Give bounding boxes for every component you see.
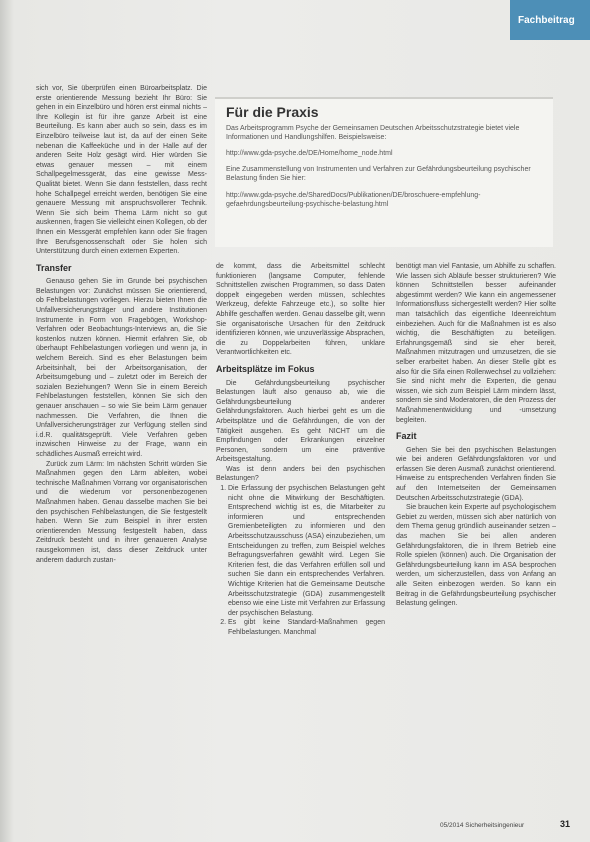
heading-arbeitsplaetze: Arbeitsplätze im Fokus	[216, 363, 315, 374]
practice-box-item-2: Eine Zusammenstellung von Instrumenten und Verfahren zur Gefährdungsbeurteilung psychischer Belastung finden Sie hier:	[226, 166, 531, 182]
list-item-2: 2. Es gibt keine Standard-Maßnahmen gegen Fehlbelastungen. Manchmal	[228, 618, 385, 637]
col1-paragraph-2: Genauso gehen Sie im Grunde bei psychischen Belastungen vor: Zunächst müssen Sie orientierend, ob Fehlbelastungen vorliegen. Hierzu bieten Ihnen die Unfallversicherungsträger und andere Institutionen Instrumente in Form von Fragebögen, Workshop-Verfahren oder Beobachtungs-Interviews an, die Sie kostenlos nutzen können. Hiermit erfahren Sie, ob überhaupt Fehlbelastungen vorliegen und wenn ja, in welchem Bereich. Sind es eher Belastungen beim Arbeitsinhalt, bei der Arbeitsorganisation, der Arbeitsumgebung und – zuletzt oder im Bereich der sozialen Beziehungen? Wenn Sie in einem Bereich Fehlbelastungen feststellen, können Sie sich den genauer anschauen – so wie Sie beim Lärm genauer nachmessen. Die Verfahren, die Ihnen die Unfallversicherungsträger zur Verfügung stellen sind i.d.R. qualitätsgeprüft. Viele Verfahren geben inzwischen Hinweise zu der Frage, wann ein schädliches Ausmaß erreicht wird.	[36, 278, 207, 458]
footer-issue: 05/2014 Sicherheitsingenieur	[440, 822, 525, 829]
col2-paragraph-2: Die Gefährdungsbeurteilung psychischer Belastungen läuft also genauso ab, wie die Gefährdungsbeurteilung anderer Gefährdungsfaktoren. Auch hierbei geht es um die Arbeitsplätze und die Gefährdungen, die von der Tätigkeit ausgehen. Es geht NICHT um die Empfindungen oder Erkrankungen einzelner Personen, sondern um eine präventive Arbeitsgestaltung.	[216, 379, 385, 464]
practice-box-title: Für die Praxis	[226, 104, 319, 120]
list-item-1: 1. Die Erfassung der psychischen Belastungen geht nicht ohne die Mitwirkung der Beschäftigten. Entsprechend wichtig ist es, die Mitarbeiter zu informieren und entsprechenden Gremienbeteiligten zu informieren und den Arbeitsschutzausschuss (ASA) einzubeziehen, um Entscheidungen zu treffen, zum Beispiel welches Befragungsverfahren gewählt wird. Legen Sie Kriterien fest, die das Verfahren erfüllen soll und suchen Sie dann ein entsprechendes Verfahren. Wichtige Kriterien hat die Gemeinsame Deutsche Arbeitsschutzstrategie (GDA) zusammengestellt ebenso wie eine Liste mit Verfahren zur Erfassung der psychischen Belastung.	[228, 484, 385, 618]
col1-paragraph-3: Zurück zum Lärm: Im nächsten Schritt würden Sie Maßnahmen gegen den Lärm ableiten, wobei technische Maßnahmen Vorrang vor organisatorischen und die wiederum vor personenbezogenen Maßnahmen haben. Genau dasselbe machen Sie bei den psychischen Fehlbelastungen, die Sie festgestellt haben. Wenn Sie zum Beispiel in ihrer ersten orientierenden Messung festgestellt haben, dass Zeitdruck besteht und in ihrer genaueren Analyse rausgekommen ist, dass dieser Zeitdruck unter anderem dadurch zustan-	[36, 460, 207, 564]
page-number: 31	[560, 819, 571, 829]
practice-box-link-2[interactable]: http://www.gda-psyche.de/SharedDocs/Publikationen/DE/broschuere-empfehlung-gefaehrdungsbeurteilung-psychische-belastung.html	[226, 192, 481, 208]
heading-fazit: Fazit	[396, 431, 417, 442]
col3-paragraph-3: Sie brauchen kein Experte auf psychologischem Gebiet zu werden, müssen sich aber natürlich von dem Thema genug gründlich auseinander setzen – das machen Sie bei allen anderen Gefährdungsfaktoren, die in Ihrem Betrieb eine Rolle spielen (können) auch. Die Organisation der Gefährdungsbeurteilung kann im ASA besprochen werden, um sicherzustellen, dass von Anfang an alle Seiten einbezogen werden. So kann ein Beitrag in die Gefährdungsbeurteilung psychischer Belastung gelingen.	[396, 504, 556, 608]
col3-paragraph-2: Gehen Sie bei den psychischen Belastungen wie bei anderen Gefährdungsfaktoren vor und erfassen Sie deren Ausmaß zunächst orientierend. Hinweise zu entsprechenden Verfahren finden Sie auf den Internetseiten der Gemeinsamen Deutschen Arbeitsschutzstrategie (GDA).	[396, 446, 556, 502]
col2-paragraph-3: Was ist denn anders bei den psychischen Belastungen?	[216, 465, 385, 483]
col3-paragraph-1: benötigt man viel Fantasie, um Abhilfe zu schaffen. Wie lassen sich Abläufe besser strukturieren? Wie können Schnittstellen besser aufeinander abgestimmt werden? Wie kann ein angemessener Informationsfluss sichergestellt werden? Hier sollte man tatsächlich das eigentliche Ideenreichtum einbeziehen. Auch für die Maßnahmen ist es also wichtig, die Beschäftigten zu beteiligen. Erfahrungsgemäß sind sie eher bereit, Maßnahmen mitzutragen und umzusetzen, die sie selber erarbeitet haben. An dieser Stelle gibt es also für die Sifa einen Rollenwechsel zu vollziehen: Sie sind nicht mehr die Experten, die genau wissen, wie sich zum Beispiel Lärm mindern lässt, sondern sie sind Moderatoren, die den Prozess der Maßnahmenentwicklung und -umsetzung begleiten.	[396, 263, 556, 424]
practice-box	[215, 97, 553, 247]
section-tab	[510, 0, 590, 40]
col1-paragraph-1: sich vor, Sie überprüfen einen Büroarbeitsplatz. Die erste orientierende Messung bezieht Ihr Büro: Sie gehen in ein Einzelbüro und hören erst einmal nichts – Ihre Kollegin ist für ihre ganze Arbeit ist eine Beurteilung. Es kann aber auch so sein, dass es im Einzelbüro teilweise laut ist, da auf der einen Seite nebenan die Kaffeeküche und in der Halle auf der anderen Seite Holz gesägt wird. Hier würden Sie etwas genauer messen – mit einem Schallpegelmessgerät, das eine gewisse Mess-Qualität bietet. Wenn Sie dann feststellen, dass recht hohe Schallpegel erreicht werden, benötigen Sie eine genauere Messung mit anspruchsvollerer Technik. Wenn Sie sich beim Thema Lärm nicht so gut auskennen, fragen Sie vielleicht einen Kollegen, ob der Ihnen ein Messgerät empfehlen kann oder Sie fragen Ihre Berufsgenossenschaft oder Sie holen sich Unterstützung durch einen externen Experten.	[36, 85, 207, 256]
section-tab-label: Fachbeitrag	[518, 15, 575, 26]
column-3	[396, 262, 556, 609]
practice-box-link-1[interactable]: http://www.gda-psyche.de/DE/Home/home_node.html	[226, 150, 393, 157]
practice-box-intro: Das Arbeitsprogramm Psyche der Gemeinsamen Deutschen Arbeitsschutzstrategie bietet viele Informationen und Handlungshilfen. Beispielsweise:	[226, 125, 520, 141]
col2-paragraph-1: de kommt, dass die Arbeitsmittel schlecht funktionieren (langsame Computer, fehlende Schnittstellen zwischen Programmen, so dass Daten doppelt eingegeben werden müssen, schlechtes Werkzeug, defekte Fahrzeuge etc.), so sollte hier Abhilfe geschaffen werden. Genau dasselbe gilt, wenn Sie organisatorische Ursachen für den Zeitdruck identifizieren können, wie unzuverlässige Absprachen, die zu Doppelarbeiten führen, unklare Verantwortlichkeiten etc.	[216, 263, 385, 357]
column-1	[36, 84, 207, 565]
heading-transfer: Transfer	[36, 262, 72, 273]
column-2	[216, 262, 385, 638]
